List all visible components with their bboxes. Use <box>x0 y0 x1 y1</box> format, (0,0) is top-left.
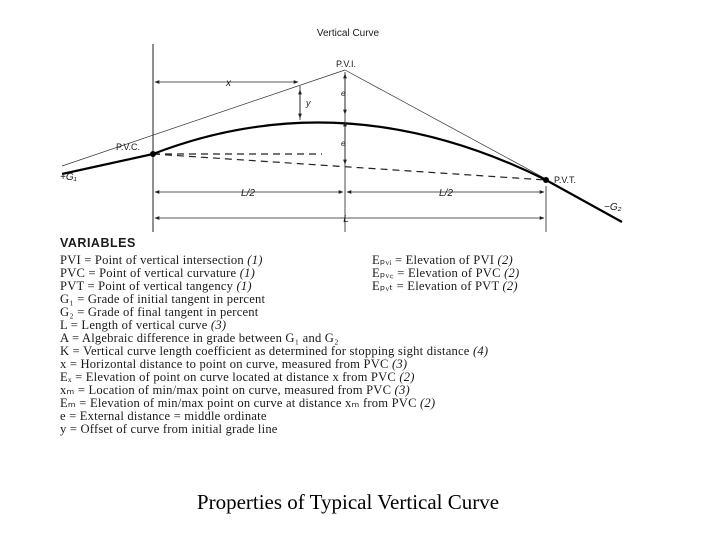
variable-definition: PVI = Point of vertical intersection <box>60 253 244 267</box>
variable-note: (4) <box>472 344 489 358</box>
chord-dashed-line <box>153 154 546 180</box>
variable-definition: Eₚᵥᵢ = Elevation of PVI <box>372 253 495 267</box>
variable-note: (1) <box>236 279 252 293</box>
initial-tangent-line <box>62 70 345 166</box>
pvc-label: P.V.C. <box>116 142 141 152</box>
diagram-title: Vertical Curve <box>316 28 380 39</box>
variable-definition: Eₘ = Elevation of min/max point on curve at distance xₘ from PVC <box>60 396 417 410</box>
pvc-point <box>150 151 156 157</box>
y-label: y <box>306 98 311 108</box>
variables-list-right <box>372 254 632 293</box>
half-l-left-label: L/2 <box>241 188 255 199</box>
initial-tangent-approach <box>62 154 153 174</box>
variable-definition: Eₓ = Elevation of point on curve located at distance x from PVC <box>60 370 397 384</box>
variable-definition: PVT = Point of vertical tangency <box>60 279 234 293</box>
variable-note: (2) <box>399 370 415 384</box>
variable-note: (2) <box>497 253 513 267</box>
vertical-curve <box>153 123 622 222</box>
pvi-label: P.V.I. <box>336 59 357 69</box>
g2-label: −G₂ <box>604 202 622 213</box>
variable-definition: e = External distance = middle ordinate <box>60 409 267 423</box>
variable-definition: Eₚᵥ꜀ = Elevation of PVC <box>372 266 501 280</box>
variable-definition: L = Length of vertical curve <box>60 318 208 332</box>
variable-definition: G₁ = Grade of initial tangent in percent <box>60 292 266 306</box>
variable-line <box>60 423 660 436</box>
variable-note: (3) <box>394 383 410 397</box>
variable-note: (1) <box>239 266 255 280</box>
variable-definition: xₘ = Location of min/max point on curve, measured from PVC <box>60 383 392 397</box>
pvt-point <box>543 177 549 183</box>
vertical-curve-diagram <box>0 0 720 240</box>
pvt-label: P.V.T. <box>554 175 577 185</box>
variable-note: (3) <box>210 318 227 332</box>
variable-note: (2) <box>502 279 518 293</box>
slide-caption: Properties of Typical Vertical Curve <box>196 490 500 514</box>
variable-definition: A = Algebraic difference in grade between G₁ and G₂ <box>60 331 339 345</box>
final-tangent-line <box>345 70 548 180</box>
variables-section <box>60 236 660 436</box>
variable-definition: PVC = Point of vertical curvature <box>60 266 237 280</box>
variable-definition: Eₚᵥₜ = Elevation of PVT <box>372 279 500 293</box>
l-label: L <box>343 214 349 225</box>
variable-note: (1) <box>247 253 263 267</box>
variable-definition: y = Offset of curve from initial grade line <box>60 422 278 436</box>
variable-definition: K = Vertical curve length coefficient as determined for stopping sight distance <box>60 344 470 358</box>
variable-note: (3) <box>392 357 408 371</box>
variable-definition: x = Horizontal distance to point on curve, measured from PVC <box>60 357 389 371</box>
e-upper-label: e <box>341 89 346 98</box>
half-l-right-label: L/2 <box>439 188 453 199</box>
variables-heading: VARIABLES <box>60 236 136 250</box>
variable-line <box>372 280 632 293</box>
variable-note: (2) <box>504 266 520 280</box>
e-lower-label: e <box>341 139 346 148</box>
variable-note: (2) <box>420 396 436 410</box>
variable-definition: G₂ = Grade of final tangent in percent <box>60 305 259 319</box>
x-label: x <box>226 78 231 89</box>
g1-label: +G₁ <box>60 172 77 183</box>
